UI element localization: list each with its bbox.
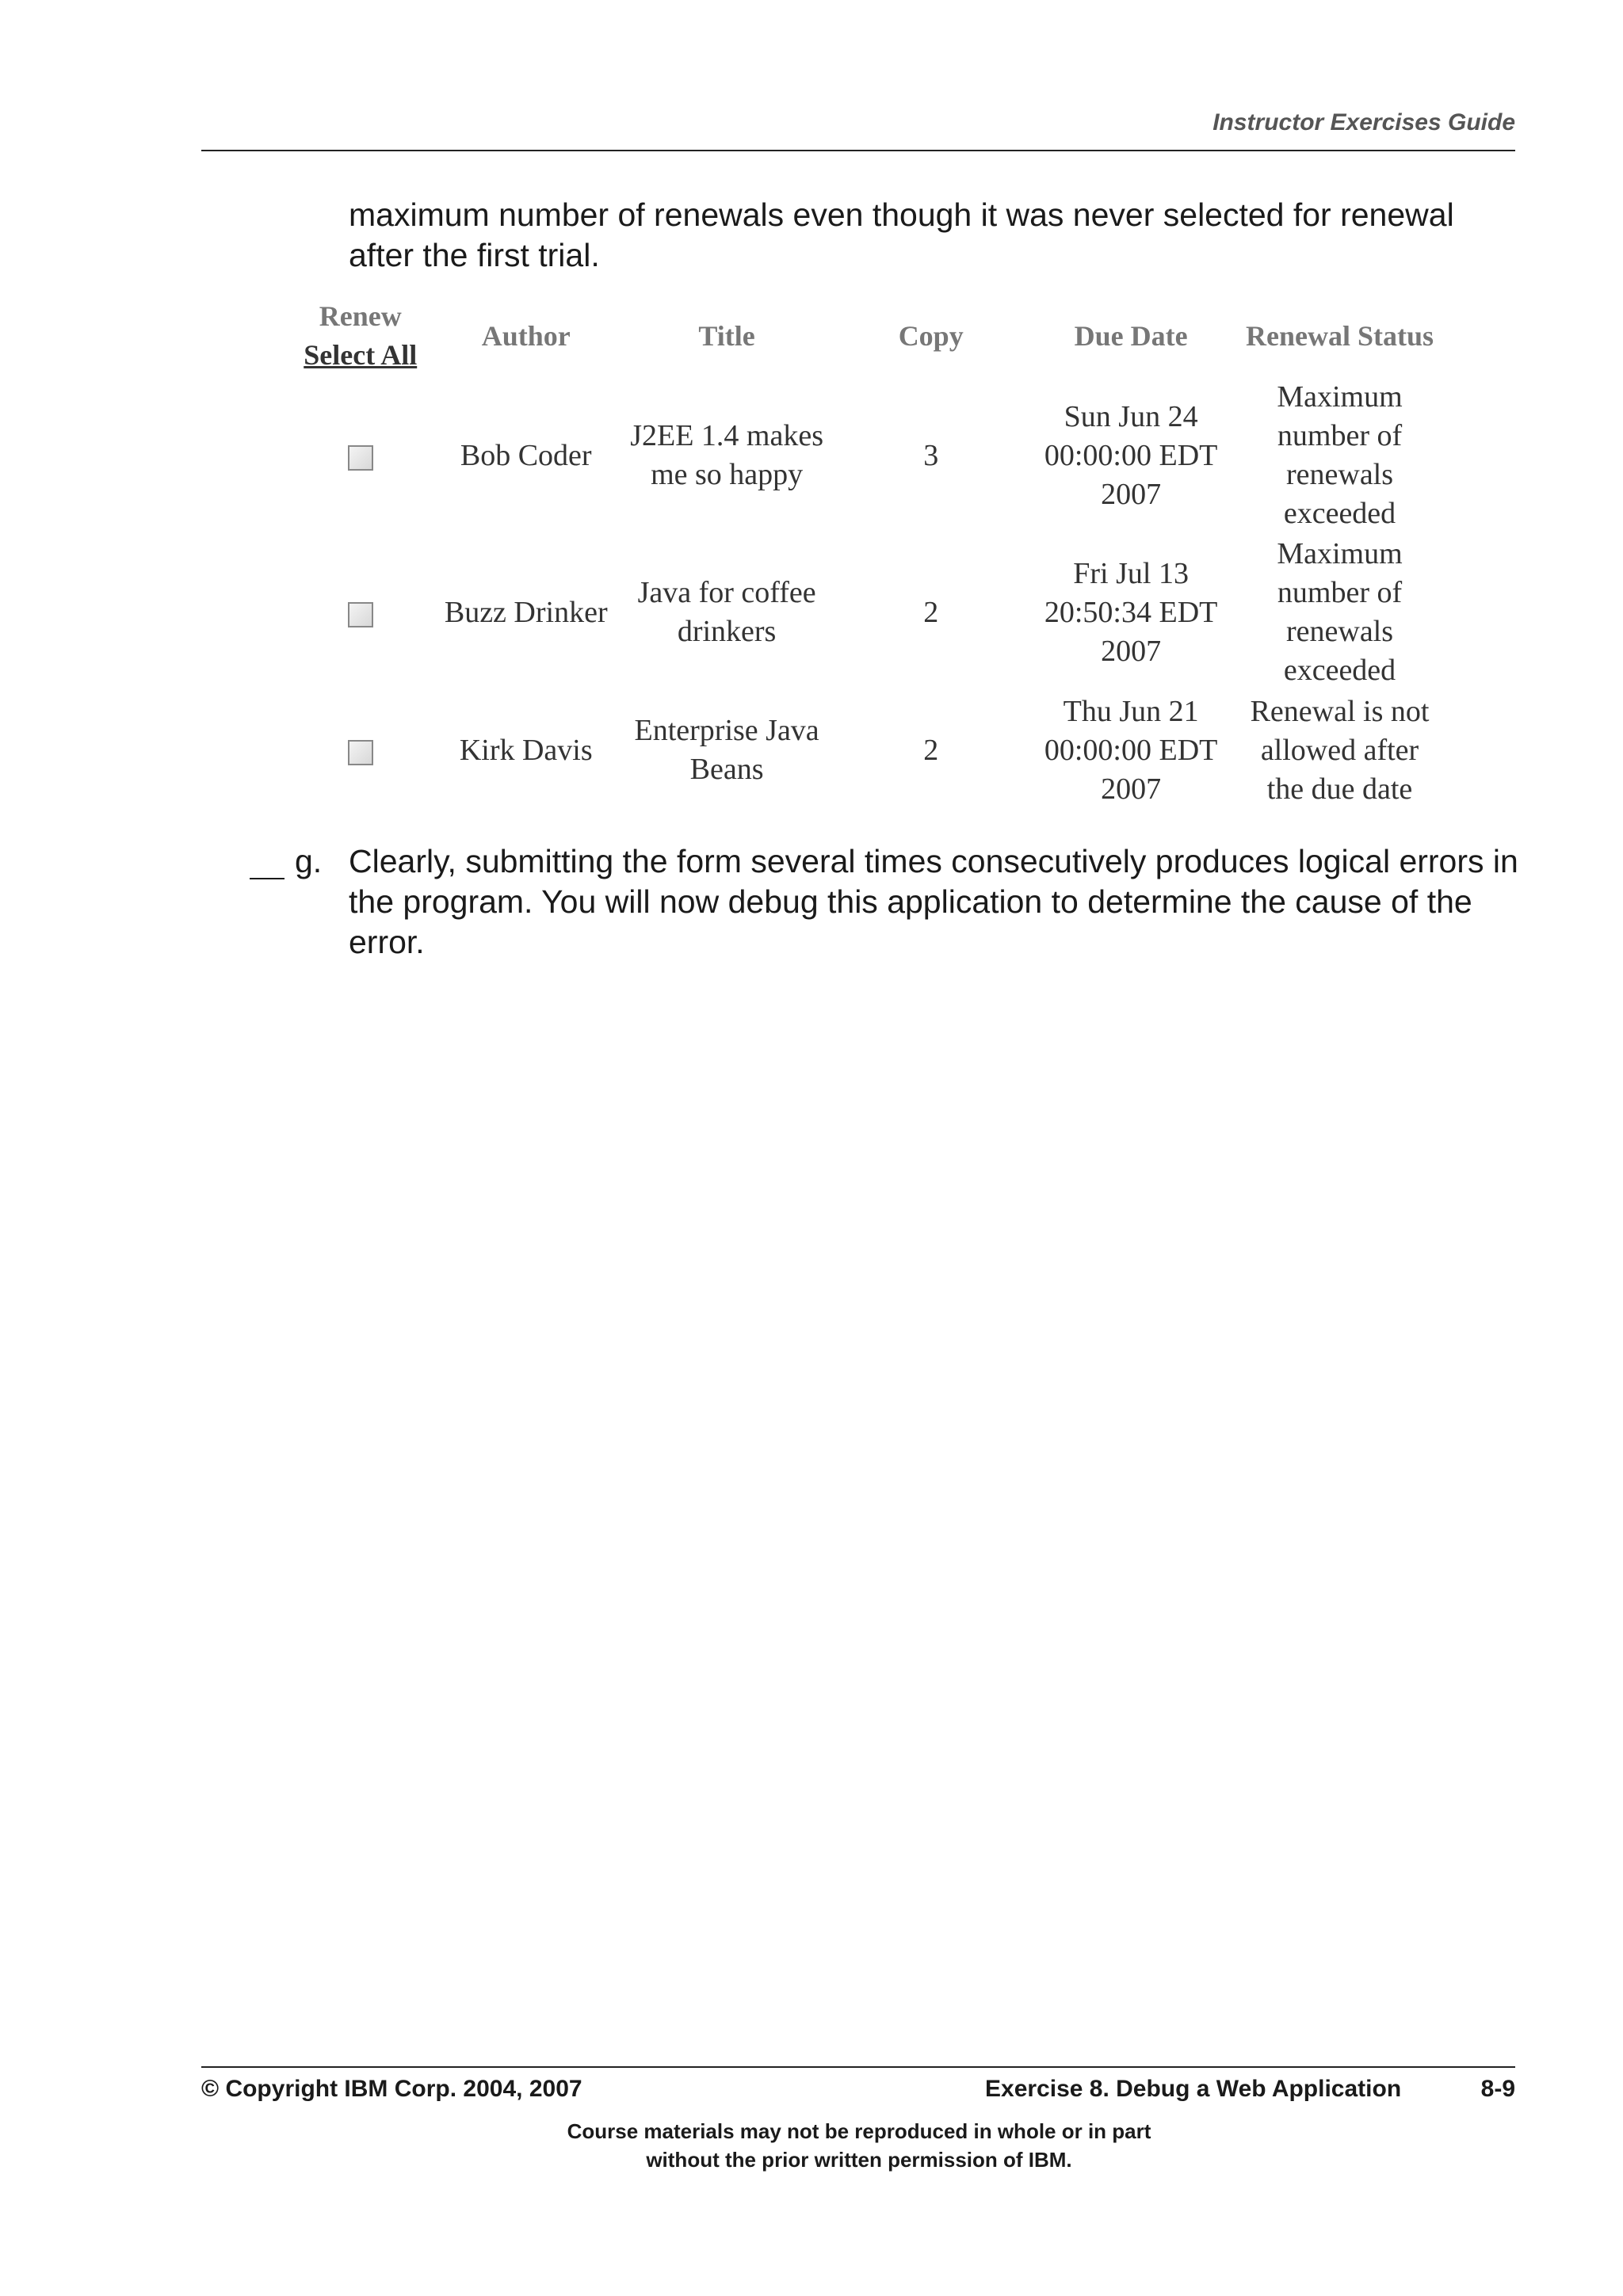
status-cell: Maximum number of renewals exceeded bbox=[1277, 380, 1403, 530]
status-cell: Maximum number of renewals exceeded bbox=[1277, 537, 1403, 687]
renew-cell bbox=[285, 534, 435, 691]
copy-cell: 3 bbox=[923, 438, 939, 472]
renew-checkbox[interactable] bbox=[348, 445, 373, 471]
step-letter: g. bbox=[295, 843, 323, 879]
author-cell: Kirk Davis bbox=[459, 733, 593, 767]
header-title: Title bbox=[698, 319, 755, 352]
title-cell: Java for coffee drinkers bbox=[637, 576, 816, 648]
renew-checkbox[interactable] bbox=[348, 602, 373, 627]
due-date-cell: Sun Jun 24 00:00:00 EDT 2007 bbox=[1044, 399, 1218, 511]
renew-cell bbox=[285, 377, 435, 534]
select-all-link[interactable]: Select All bbox=[304, 339, 418, 371]
header-renew-label: Renew bbox=[319, 300, 402, 332]
header-renew bbox=[285, 295, 435, 377]
author-cell: Buzz Drinker bbox=[444, 595, 608, 629]
table-row bbox=[285, 691, 1442, 810]
author-cell: Bob Coder bbox=[460, 438, 592, 472]
header-copy: Copy bbox=[898, 319, 964, 352]
table-row bbox=[285, 377, 1442, 534]
copy-cell: 2 bbox=[923, 733, 939, 767]
header-author: Author bbox=[481, 319, 571, 352]
header-due-date: Due Date bbox=[1074, 319, 1188, 352]
footer-page-number: 8-9 bbox=[1480, 2076, 1515, 2102]
footer-notice-line-2: without the prior written permission of IBM. bbox=[646, 2148, 1072, 2172]
footer-exercise-title: Exercise 8. Debug a Web Application bbox=[985, 2076, 1402, 2102]
step-checkoff-blank bbox=[250, 848, 285, 879]
renew-cell bbox=[285, 691, 435, 810]
footer-notice bbox=[0, 2117, 1623, 2174]
step-g-paragraph: Clearly, submitting the form several times consecutively produces logical errors in the program. You will now debug this application to determine the cause of the error. bbox=[349, 843, 1518, 960]
header-rule bbox=[201, 150, 1515, 151]
renew-checkbox[interactable] bbox=[348, 740, 373, 765]
due-date-cell: Thu Jun 21 00:00:00 EDT 2007 bbox=[1044, 694, 1218, 806]
renewal-table bbox=[285, 295, 1442, 810]
title-cell: J2EE 1.4 makes me so happy bbox=[630, 419, 823, 491]
copy-cell: 2 bbox=[923, 595, 939, 629]
running-header-title: Instructor Exercises Guide bbox=[1212, 109, 1515, 135]
intro-paragraph: maximum number of renewals even though it was never selected for renewal after the first trial. bbox=[349, 196, 1454, 273]
footer-copyright: © Copyright IBM Corp. 2004, 2007 bbox=[201, 2076, 582, 2102]
table-row bbox=[285, 534, 1442, 691]
status-cell: Renewal is not allowed after the due date bbox=[1250, 694, 1430, 806]
title-cell: Enterprise Java Beans bbox=[634, 714, 819, 786]
footer-rule bbox=[201, 2066, 1515, 2068]
header-renewal-status: Renewal Status bbox=[1246, 319, 1434, 352]
renewal-table-screenshot bbox=[285, 295, 1442, 810]
footer-notice-line-1: Course materials may not be reproduced in whole or in part bbox=[567, 2119, 1151, 2143]
due-date-cell: Fri Jul 13 20:50:34 EDT 2007 bbox=[1044, 556, 1218, 668]
